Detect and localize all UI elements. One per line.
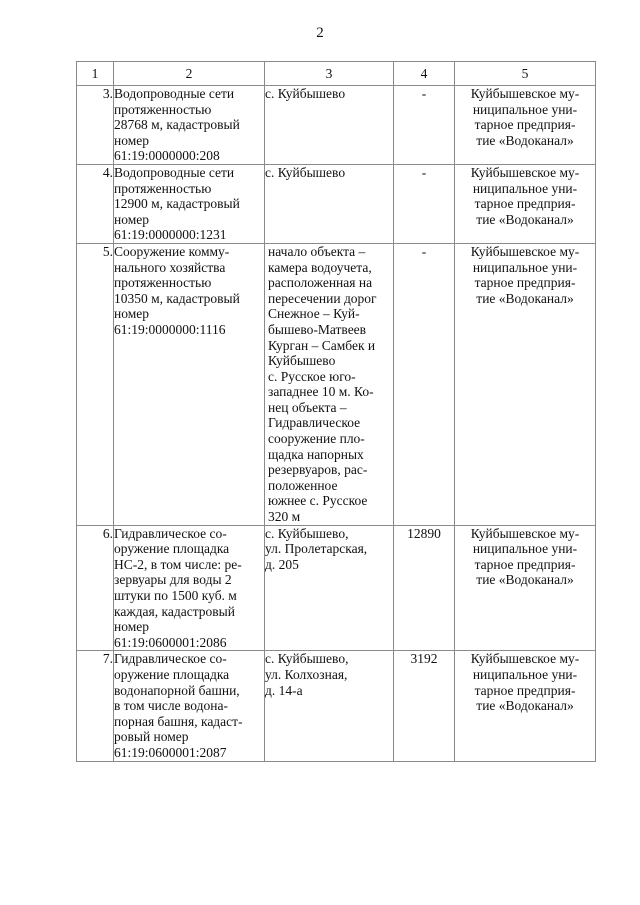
- row-number: 3.: [77, 86, 114, 165]
- object-name: Водопроводные сети протяженностью 28768 м, кадастровый номер 61:19:0000000:208: [114, 86, 265, 165]
- table-row: [77, 164, 596, 243]
- object-address: с. Куйбышево: [265, 164, 394, 243]
- column-header-number: 1: [77, 62, 114, 86]
- object-address: начало объекта – камера водоучета, расположенная на пересечении дорог Снежное – Куй- бышево-Матвеев Курган – Самбек и Куйбышево с. Русское юго- западнее 10 м. Ко- нец объекта – Гидравлическое сооружение пло- щадка напорных резервуаров, рас- положенное южнее с. Русское 320 м: [265, 243, 394, 525]
- object-address: с. Куйбышево, ул. Колхозная, д. 14-а: [265, 651, 394, 761]
- table-row: [77, 651, 596, 761]
- row-number: 6.: [77, 525, 114, 651]
- right-holder: Куйбышевское му- ниципальное уни- тарное предприя- тие «Водоканал»: [455, 525, 596, 651]
- table-row: [77, 243, 596, 525]
- page-number: 2: [316, 25, 324, 41]
- object-area: 12890: [394, 525, 455, 651]
- table-row: [77, 86, 596, 165]
- column-header-holder: 5: [455, 62, 596, 86]
- object-address: с. Куйбышево: [265, 86, 394, 165]
- column-header-name: 2: [114, 62, 265, 86]
- right-holder: Куйбышевское му- ниципальное уни- тарное предприя- тие «Водоканал»: [455, 164, 596, 243]
- row-number: 7.: [77, 651, 114, 761]
- object-area: 3192: [394, 651, 455, 761]
- table-header-row: [77, 62, 596, 86]
- object-area: -: [394, 164, 455, 243]
- right-holder: Куйбышевское му- ниципальное уни- тарное предприя- тие «Водоканал»: [455, 243, 596, 525]
- column-header-area: 4: [394, 62, 455, 86]
- object-name: Гидравлическое со- оружение площадка водонапорной башни, в том числе водона- порная башня, кадаст- ровый номер 61:19:0600001:2087: [114, 651, 265, 761]
- object-address: с. Куйбышево, ул. Пролетарская, д. 205: [265, 525, 394, 651]
- right-holder: Куйбышевское му- ниципальное уни- тарное предприя- тие «Водоканал»: [455, 86, 596, 165]
- object-name: Сооружение комму- нального хозяйства протяженностью 10350 м, кадастровый номер 61:19:0000000:1116: [114, 243, 265, 525]
- object-name: Водопроводные сети протяженностью 12900 м, кадастровый номер 61:19:0000000:1231: [114, 164, 265, 243]
- object-area: -: [394, 86, 455, 165]
- object-name: Гидравлическое со- оружение площадка НС-2, в том числе: ре- зервуары для воды 2 штуки по 1500 куб. м каждая, кадастровый номер 61:19:0600001:2086: [114, 525, 265, 651]
- row-number: 4.: [77, 164, 114, 243]
- property-table: [76, 61, 596, 762]
- object-area: -: [394, 243, 455, 525]
- right-holder: Куйбышевское му- ниципальное уни- тарное предприя- тие «Водоканал»: [455, 651, 596, 761]
- column-header-address: 3: [265, 62, 394, 86]
- row-number: 5.: [77, 243, 114, 525]
- table-row: [77, 525, 596, 651]
